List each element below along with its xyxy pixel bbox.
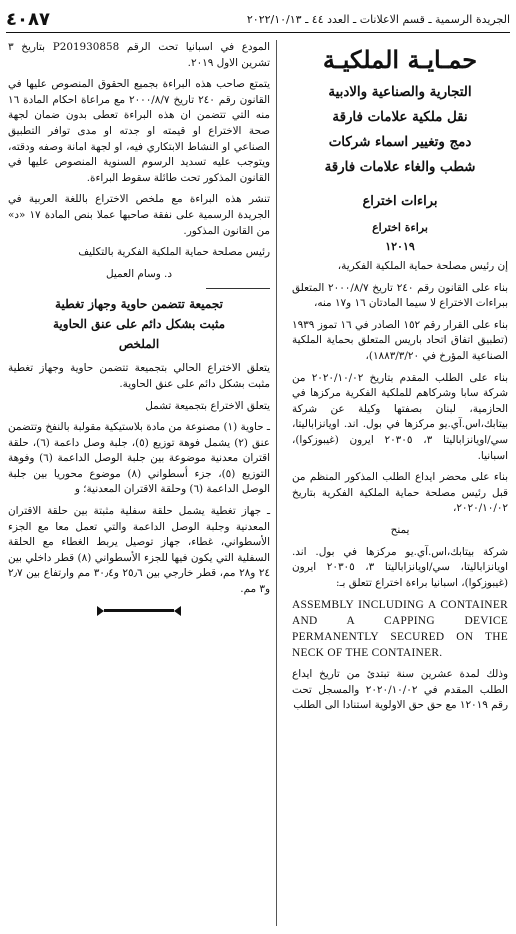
grants-label: يمنح: [390, 523, 410, 536]
grant-text: شركة بيتابك،اس.آي.يو مركزها في بول. اند. اويانزاباليتا، سي/اويانزاباليتا ٣، ٢٠٣٠٥ ايرون (غيبوزكوا)، اسبانيا براءة اختراع تتعلق بـ:: [292, 545, 508, 589]
page-number: ٤٠٨٧: [6, 8, 50, 30]
summary-paragraph: ـ جهاز تغطية يشمل حلقة سفلية مثبتة بين حلقة الاقتران المعدنية وجلبة الوصل الداعمة والتي تعمل معا مع الجزء الأسطواني، غطاء، جهاز توصيل يربط الغطاء مع الحلقة السفلية التي يكون فيها للجزء الأسطواني (٨) قطر داخلي بين ٢٤ و٢٨ مم، قطر خارجي بين ٢٥٫٦ و٣٠٫٤ مم وارتفاع بين ٢٫٧ و٣ مم.: [8, 505, 270, 596]
separator-bar: [104, 609, 174, 612]
paragraph: إن رئيس مصلحة حماية الملكية الفكرية،: [337, 260, 508, 272]
paragraph: بناء على محضر ايداع الطلب المذكور المنظم من قبل رئيس مصلحة حماية الملكية الفكرية بتاريخ ٢٠٢٠/١٠/٠٢،: [292, 471, 508, 515]
signatory-title: رئيس مصلحة حماية الملكية الفكرية بالتكليف: [78, 246, 270, 259]
page-header: [6, 6, 510, 33]
end-separator: [8, 606, 270, 616]
paragraph: بناء على القانون رقم ٢٤٠ تاريخ ٢٠٠٠/٨/٧ المتعلق ببراءات الاختراع لا سيما المادتان ١٦ و١٧ منه،: [292, 281, 508, 310]
arrow-right-icon: [97, 606, 104, 616]
patent-number: ١٢٠١٩: [385, 240, 415, 253]
invention-title-line-1: تجميعة تتضمن حاوية وجهاز تغطية: [55, 297, 223, 312]
summary-paragraph: يتعلق الاختراع الحالي بتجميعة تتضمن حاوية وجهاز تغطية مثبت بشكل دائم على عنق الحاوية.: [8, 362, 270, 390]
column-divider: [276, 40, 277, 926]
right-column: [292, 40, 508, 926]
left-column: [8, 40, 270, 926]
summary-label: الملخص: [118, 337, 160, 352]
paragraph: يتمتع صاحب هذه البراءة بجميع الحقوق المنصوص عليها في القانون رقم ٢٤٠ تاريخ ٢٠٠٠/٨/٧ مع مراعاة احكام المادة ١٦ منه التي تتضمن ان هذه البراءة تعطى بدون ضمان لجهة صحة الاختراع او قيمته او جدته او مدى توافر التطبيق الصناعي او النشاط الابتكاري فيه، او لجهة امانة وصفه ودقته، ويتوجب عليه تسديد الرسوم السنوية المنصوص عليها في القانون المذكور تحت طائلة سقوط البراءة.: [8, 78, 271, 184]
separator-line: [206, 288, 270, 289]
summary-paragraph: ـ حاوية (١) مصنوعة من مادة بلاستيكية مقولبة بالنفخ وتتضمن عنق (٢) يشمل فوهة توزيع (٥)، جلبة وصل داعمة (٦)، حلقة اقتران معدنية موضوعة بين جلبة الوصل الداعمة (٦) وفوهة التوزيع (٥)، جزء أسطواني (٨) موضوع محوريا بين جلبة الوصل الداعمة (٦) وحلقة الاقتران المعدنية؛ و: [8, 421, 270, 496]
signature-name: د. وسام العميل: [106, 267, 172, 280]
title-line-3: دمج وتغيير اسماء شركات: [328, 134, 472, 150]
summary-paragraph: يتعلق الاختراع بتجميعة تشمل: [145, 399, 270, 412]
subsection-title: براءة اختراع: [372, 221, 428, 234]
arrow-left-icon: [174, 606, 181, 616]
paragraph: بناء على الطلب المقدم بتاريخ ٢٠٢٠/١٠/٠٢ من شركة سابا وشركاهم للملكية الفكرية مركزها في الحازمية، لبنان بصفتها وكيلة عن شركة بيتابك،اس.آي.يو مركزها في بول. اند. اويانزاباليتا، سي/اويانزاباليتا ٣، ٢٠٣٠٥ ايرون (غيبوزكوا)، اسبانيا.: [292, 371, 508, 462]
closing-paragraph: وذلك لمدة عشرين سنة تبتدئ من تاريخ ايداع الطلب المقدم في ٢٠٢٠/١٠/٠٢ والمسجل تحت رقم ١٢٠١٩ مع حق حق الاولوية استنادا الى الطلب: [292, 668, 508, 712]
paragraph: المودع في اسبانيا تحت الرقم P201930858 بتاريخ ٣ تشرين الاول ٢٠١٩.: [8, 41, 270, 69]
title-line-4: شطب والغاء علامات فارقة: [324, 159, 476, 175]
section-title: براءات اختراع: [362, 194, 438, 209]
title-line-2: نقل ملكية علامات فارقة: [332, 109, 468, 125]
paragraph: تنشر هذه البراءة مع ملخص الاختراع باللغة العربية في الجريدة الرسمية على نفقة صاحبها عملا بنص المادة ١٧ «د» من القانون المذكور.: [8, 193, 270, 237]
invention-title-latin: ASSEMBLY INCLUDING A CONTAINER AND A CAPPING DEVICE PERMANENTLY SECURED ON THE NECK OF THE CONTAINER.: [292, 599, 508, 660]
main-title: حمـايـة الملكيـة: [322, 45, 478, 74]
invention-title-line-2: مثبت بشكل دائم على عنق الحاوية: [53, 317, 225, 332]
header-publication-text: الجريدة الرسمية ـ قسم الاعلانات ـ العدد ٤٤ ـ ٢٠٢٢/١٠/١٣: [246, 12, 510, 26]
paragraph: بناء على القرار رقم ١٥٢ الصادر في ١٦ تموز ١٩٣٩ (تطبيق اتفاق اتحاد باريس المتعلق بحماية الملكية الصناعية المؤرخ في ١٨٨٣/٣/٢٠)،: [292, 318, 508, 362]
title-line-1: التجارية والصناعية والادبية: [328, 84, 472, 100]
